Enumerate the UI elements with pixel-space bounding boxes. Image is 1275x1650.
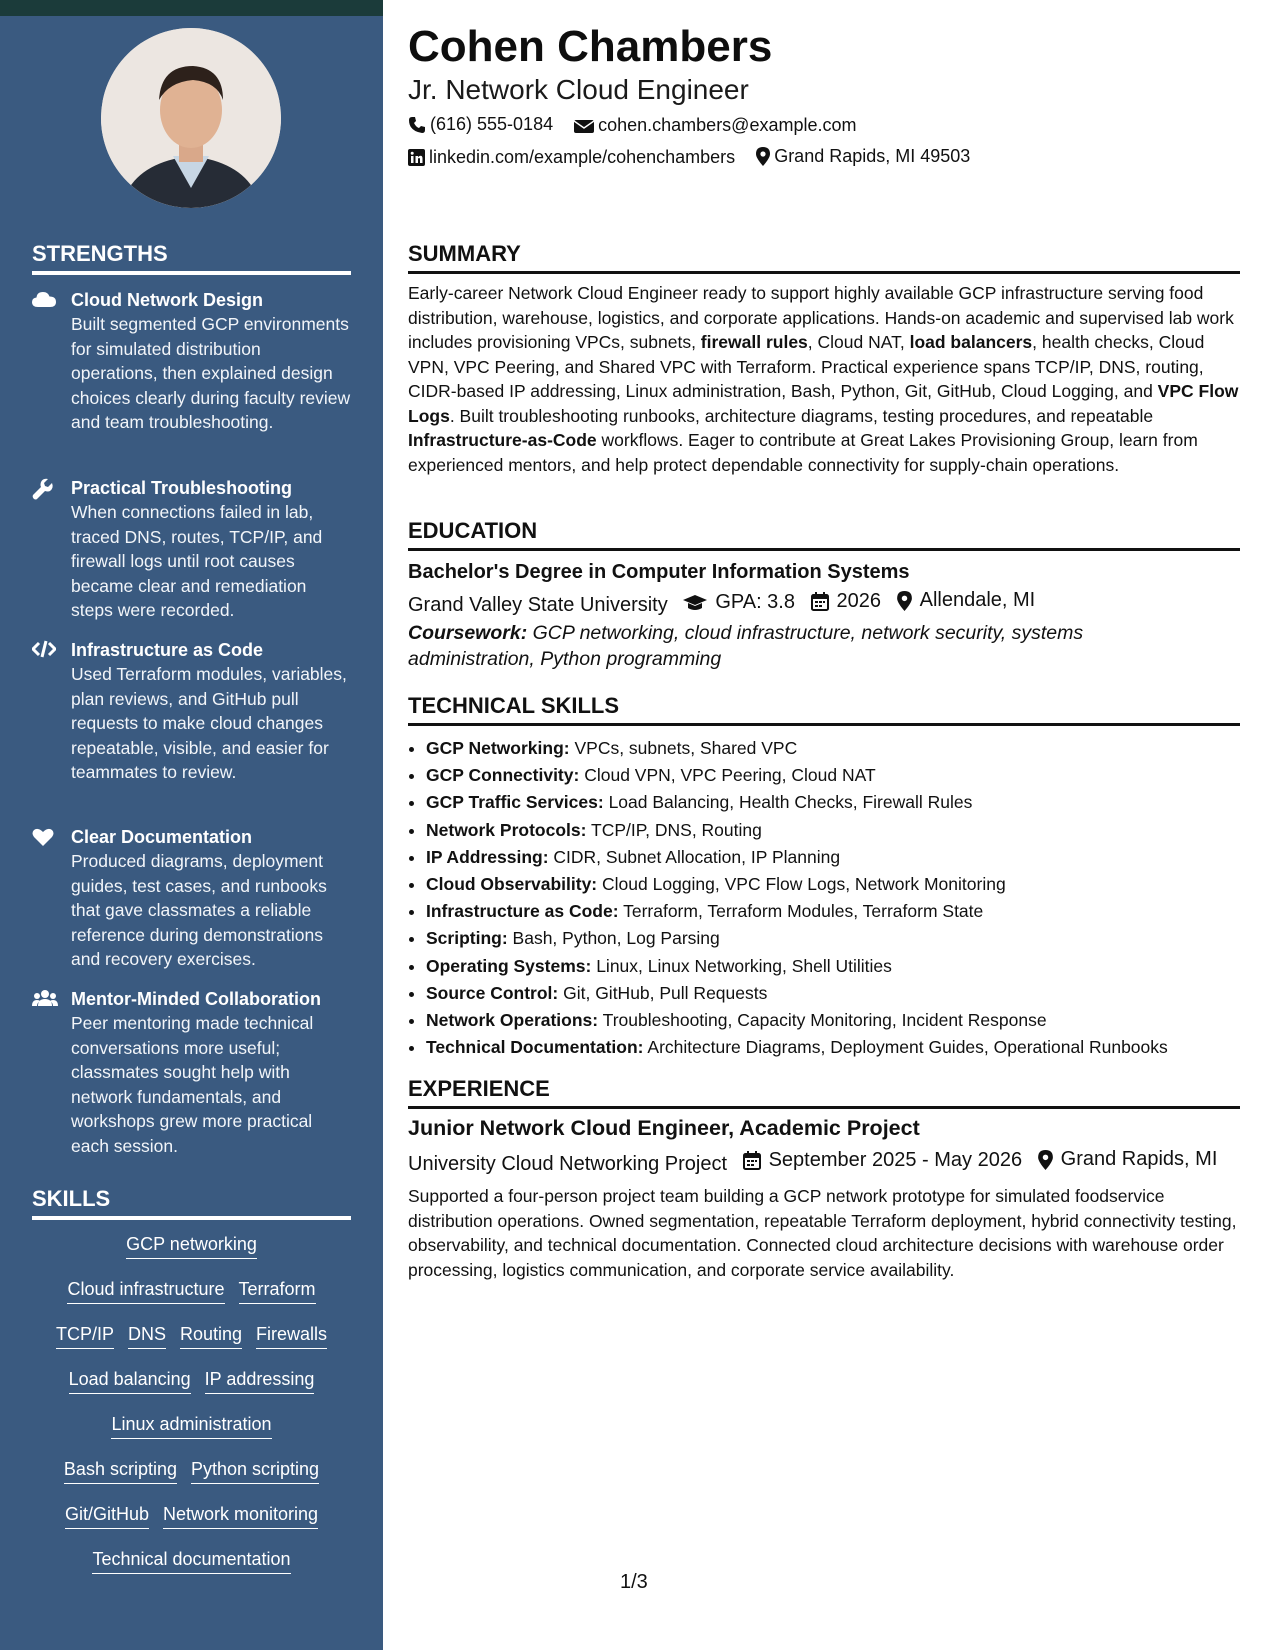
skill-label: GCP Networking:: [426, 738, 570, 758]
summary-keyword: load balancers: [909, 332, 1033, 352]
coursework-text: GCP networking, cloud infrastructure, network security, systems administration, Python programming: [408, 622, 1084, 670]
linkedin-icon: [408, 149, 425, 166]
skills-row: [32, 1504, 351, 1529]
skill-tag: Terraform: [239, 1279, 316, 1304]
contact-line-1: [408, 114, 873, 139]
strength-desc: Peer mentoring made technical conversations more useful; classmates sought help with network fundamentals, and workshops grew more practical each session.: [71, 1013, 314, 1156]
strengths-title: STRENGTHS: [32, 241, 351, 275]
email[interactable]: [574, 115, 856, 136]
skill-tag: Firewalls: [256, 1324, 327, 1349]
heart-icon: [32, 827, 56, 847]
strength-item: [32, 987, 352, 1158]
skill-label: Operating Systems:: [426, 955, 592, 976]
strength-desc: Used Terraform modules, variables, plan reviews, and GitHub pull requests to make cloud changes repeatable, visible, and easier for teammates to review.: [71, 664, 347, 782]
profile-photo: [101, 28, 281, 208]
strength-title: Mentor-Minded Collaboration: [71, 989, 321, 1009]
education-title: EDUCATION: [408, 518, 1240, 551]
calendar-icon: [743, 1151, 761, 1170]
wrench-icon: [32, 478, 56, 498]
list-item: [426, 817, 1258, 844]
list-item: [426, 925, 1258, 952]
skills-row: [32, 1549, 351, 1574]
list-item: [426, 1034, 1258, 1061]
linkedin-text[interactable]: linkedin.com/example/cohenchambers: [429, 147, 736, 167]
skill-tag: Python scripting: [191, 1459, 319, 1484]
skill-tag: Linux administration: [111, 1414, 271, 1439]
grad-year: [811, 590, 882, 613]
experience-location-text: Grand Rapids, MI: [1060, 1148, 1218, 1170]
summary-part: , health checks, Cloud VPN, VPC Peering, and Shared VPC with Terraform. Practical experience spans TCP/IP, DNS, routing, CIDR-based IP addressing, Linux administration, Bash, Python, Git, GitHub, Cloud Logging, and: [408, 332, 1205, 401]
candidate-name: Cohen Chambers: [408, 22, 773, 71]
sidebar: [0, 0, 383, 1650]
year-text: 2026: [836, 589, 882, 612]
organization: [408, 1153, 727, 1176]
strength-title: Cloud Network Design: [71, 290, 264, 310]
skill-value: Bash, Python, Log Parsing: [512, 928, 720, 949]
skill-value: TCP/IP, DNS, Routing: [591, 819, 762, 840]
skill-label: Network Protocols:: [426, 819, 587, 840]
coursework: [408, 620, 1208, 672]
skill-value: Cloud VPN, VPC Peering, Cloud NAT: [584, 765, 876, 786]
location: [756, 146, 970, 167]
summary-text: [408, 281, 1240, 477]
strength-item: [32, 288, 352, 435]
location-text: Grand Rapids, MI 49503: [774, 146, 971, 166]
school-name: Grand Valley State University: [408, 593, 668, 616]
list-item: [426, 871, 1258, 898]
experience-role: Junior Network Cloud Engineer, Academic Project: [408, 1116, 920, 1140]
organization-name: University Cloud Networking Project: [408, 1152, 728, 1175]
list-item: [426, 844, 1258, 871]
technical-skills-list: [408, 735, 1258, 1061]
skill-label: Source Control:: [426, 982, 559, 1003]
skill-label: Network Operations:: [426, 1010, 599, 1031]
coursework-label: Coursework:: [408, 622, 528, 644]
list-item: [426, 980, 1258, 1007]
skill-value: Load Balancing, Health Checks, Firewall Rules: [608, 792, 973, 813]
phone-icon: [408, 116, 426, 134]
skill-tag: DNS: [128, 1324, 166, 1349]
gpa: [683, 591, 795, 614]
skills-title: SKILLS: [32, 1186, 351, 1220]
experience-meta: [408, 1148, 1227, 1176]
skill-value: Linux, Linux Networking, Shell Utilities: [596, 955, 892, 976]
skill-value: CIDR, Subnet Allocation, IP Planning: [553, 846, 841, 867]
summary-keyword: Infrastructure-as-Code: [408, 430, 597, 450]
list-item: [426, 735, 1258, 762]
strength-item: [32, 825, 352, 972]
technical-skills-title: TECHNICAL SKILLS: [408, 693, 1240, 726]
skill-label: GCP Traffic Services:: [426, 792, 604, 813]
skill-tag: Routing: [180, 1324, 242, 1349]
skill-value: Terraform, Terraform Modules, Terraform State: [623, 901, 984, 922]
graduation-cap-icon: [683, 594, 707, 611]
skills-row: [32, 1459, 351, 1484]
linkedin[interactable]: [408, 147, 735, 168]
summary-keyword: VPC Flow Logs: [408, 381, 1239, 426]
phone: [408, 114, 553, 135]
skill-label: Scripting:: [426, 928, 508, 949]
skill-value: Architecture Diagrams, Deployment Guides, Operational Runbooks: [647, 1037, 1168, 1058]
experience-location: [1038, 1148, 1218, 1171]
strength-item: [32, 638, 352, 785]
skills-row: [32, 1234, 351, 1259]
strength-title: Infrastructure as Code: [71, 640, 264, 660]
skill-label: Technical Documentation:: [426, 1037, 644, 1058]
strength-title: Clear Documentation: [71, 827, 253, 847]
summary-keyword: firewall rules: [700, 332, 808, 352]
skills-row: [32, 1324, 351, 1349]
strength-desc: Built segmented GCP environments for simulated distribution operations, then explained design choices clearly during faculty review and team troubleshooting.: [71, 314, 351, 432]
degree: Bachelor's Degree in Computer Information Systems: [408, 561, 910, 583]
skill-tag: Network monitoring: [163, 1504, 318, 1529]
skills-row: [32, 1369, 351, 1394]
summary-part: , Cloud NAT,: [807, 332, 910, 352]
email-text[interactable]: cohen.chambers@example.com: [598, 115, 857, 135]
skill-value: VPCs, subnets, Shared VPC: [574, 738, 798, 758]
summary-part: Early-career Network Cloud Engineer ready to support highly available GCP infrastructure serving food distribution, warehouse, logistics, and corporate applications. Hands-on academic and supervised lab work includes provisioning VPCs, subnets,: [408, 283, 1234, 352]
summary-part: . Built troubleshooting runbooks, architecture diagrams, testing procedures, and repeatable: [449, 405, 1154, 426]
sidebar-top-bar: [0, 0, 383, 16]
dates-text: September 2025 - May 2026: [768, 1148, 1023, 1171]
school-location: [897, 589, 1036, 612]
page-number: 1/3: [620, 1571, 648, 1593]
skill-tag: IP addressing: [205, 1369, 315, 1394]
code-icon: [32, 640, 56, 660]
list-item: [426, 953, 1258, 980]
school: [408, 594, 668, 617]
cloud-icon: [32, 290, 56, 310]
skill-label: Cloud Observability:: [426, 874, 598, 895]
skill-tag: Load balancing: [69, 1369, 191, 1394]
phone-text: (616) 555-0184: [430, 114, 554, 134]
strength-desc: When connections failed in lab, traced DNS, routes, TCP/IP, and firewall logs until root causes became clear and remediation steps were recorded.: [71, 502, 323, 620]
envelope-icon: [574, 118, 594, 134]
map-pin-icon: [897, 591, 912, 611]
skill-tag: Git/GitHub: [65, 1504, 149, 1529]
skill-tag: GCP networking: [126, 1234, 257, 1259]
job-title: Jr. Network Cloud Engineer: [408, 74, 749, 105]
contact-line-2: [408, 146, 986, 171]
map-pin-icon: [1038, 1150, 1053, 1170]
summary-part: workflows. Eager to contribute at Great Lakes Provisioning Group, learn from experienced mentors, and help protect dependable connectivity for supply-chain operations.: [408, 430, 1198, 475]
skill-label: GCP Connectivity:: [426, 765, 580, 786]
calendar-icon: [811, 592, 829, 611]
list-item: [426, 898, 1258, 925]
list-item: [426, 762, 1258, 789]
school-location-text: Allendale, MI: [919, 589, 1036, 611]
skill-value: Cloud Logging, VPC Flow Logs, Network Monitoring: [602, 874, 1006, 895]
skill-tag: TCP/IP: [56, 1324, 114, 1349]
skills-row: [32, 1414, 351, 1439]
skill-value: Git, GitHub, Pull Requests: [563, 982, 768, 1003]
list-item: [426, 789, 1258, 816]
skill-label: IP Addressing:: [426, 846, 549, 867]
skill-label: Infrastructure as Code:: [426, 901, 619, 922]
list-item: [426, 1007, 1258, 1034]
map-pin-icon: [756, 147, 770, 166]
summary-title: SUMMARY: [408, 241, 1240, 274]
gpa-text: GPA: 3.8: [715, 590, 795, 613]
skill-tag: Cloud infrastructure: [67, 1279, 224, 1304]
skill-tag: Technical documentation: [92, 1549, 290, 1574]
experience-dates: [743, 1149, 1023, 1172]
skills-row: [32, 1279, 351, 1304]
skill-value: Troubleshooting, Capacity Monitoring, Incident Response: [602, 1010, 1047, 1031]
strength-item: [32, 476, 352, 623]
experience-desc: Supported a four-person project team building a GCP network prototype for simulated foodservice distribution operations. Owned segmentation, repeatable Terraform deployment, hybrid connectivity testing, observability, and technical documentation. Connected cloud architecture decisions with warehouse order processing, logistics communication, and corporate service availability.: [408, 1186, 1237, 1280]
skill-tag: Bash scripting: [64, 1459, 177, 1484]
strength-title: Practical Troubleshooting: [71, 478, 293, 498]
strength-desc: Produced diagrams, deployment guides, test cases, and runbooks that gave classmates a reliable reference during demonstrations and recovery exercises.: [71, 851, 327, 969]
experience-title: EXPERIENCE: [408, 1076, 1240, 1109]
education-meta: [408, 589, 1045, 617]
users-icon: [32, 989, 56, 1009]
